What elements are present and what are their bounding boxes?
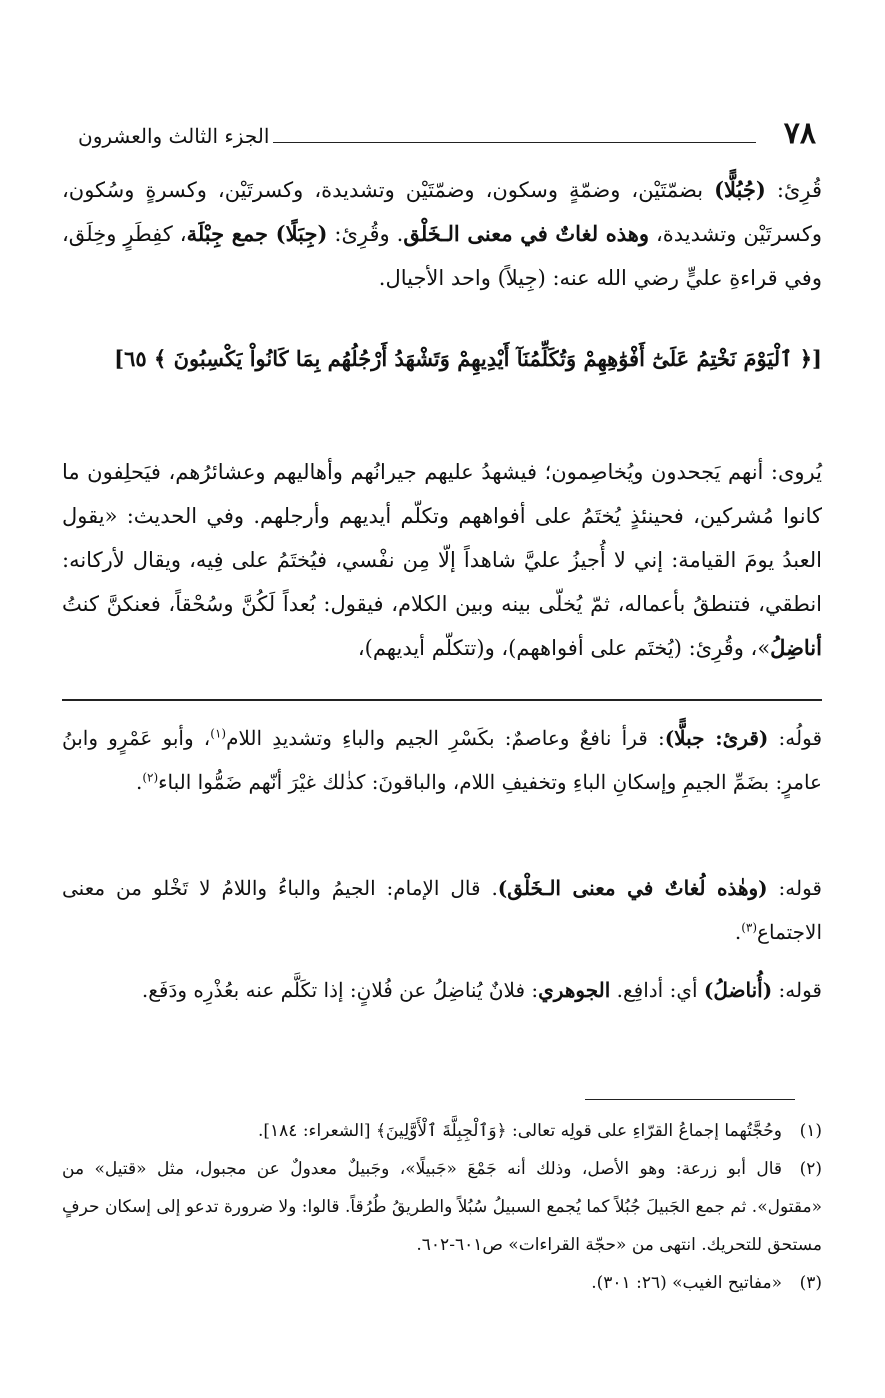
main-paragraph-1 xyxy=(62,168,822,300)
text-segment: قوله: xyxy=(767,876,822,900)
commentary-paragraph-2 xyxy=(62,866,822,954)
footnote-ref: (٢) xyxy=(142,770,159,785)
main-paragraph-2 xyxy=(62,450,822,670)
footnote-number: (١) xyxy=(799,1121,822,1141)
bold-term: وهذه لغاتٌ في معنى الـخَلْق xyxy=(403,221,649,246)
footnote-number: (٢) xyxy=(799,1159,822,1179)
header-rule xyxy=(273,142,756,143)
text-segment: . xyxy=(734,920,742,944)
quran-verse: [﴿ ٱلْيَوْمَ نَخْتِمُ عَلَىٰٓ أَفْوَٰهِهِمْ وَتُكَلِّمُنَآ أَيْدِيهِمْ وَتَشْهَدُ أَرْجُلُهُم بِمَا كَانُواْ يَكْسِبُونَ ﴾ ٦٥] xyxy=(114,346,822,371)
page-number: ٧٨ xyxy=(783,116,816,151)
text-segment: : قرأ نافعٌ وعاصمٌ: بكَسْرِ الجيم والباءِ وتشديدِ اللام xyxy=(226,726,665,750)
text-segment: . وقُرِئ: xyxy=(327,222,404,246)
text-segment: »، وقُرِئ: (يُختَم على أفواههم)، و(تتكلّم أيديهم)، xyxy=(357,636,771,660)
footnote-ref: (١) xyxy=(210,726,227,741)
text-segment: : فلانٌ يُناضِلُ عن فُلانٍ: إذا تكَلَّم عنه بعُذْرِه ودَفَع. xyxy=(141,978,539,1002)
footnote-text: وحُجَّتُهما إجماعُ القرّاءِ على قولِه تعالى: ﴿وَٱلْجِبِلَّةَ ٱلْأَوَّلِينَ﴾ [الشعراء: ١٨٤]. xyxy=(257,1121,782,1141)
footnote-text: قال أبو زرعة: وهو الأصل، وذلك أنه جَمْعَ «جَبيلًا»، وجَبيلٌ معدولٌ عن مجبول، مثل «قتيل» من «مقتول». ثم جمع الجَبيلَ جُبُلاً كما يُجمع السبيلُ سُبُلاً والطريقُ طُرُقاً. قالوا: ولا ضرورة تدعو إلى إسكان حرفٍ مستحق للتحريك. انتهى من «حجّة القراءات» ص٦٠١-٦٠٢. xyxy=(62,1159,822,1255)
footnote-separator xyxy=(585,1099,795,1100)
bold-term: الجوهري xyxy=(538,978,611,1002)
footnotes xyxy=(62,1112,822,1302)
footnote-1 xyxy=(62,1112,822,1150)
bold-term: (وهٰذه لُغاتٌ في معنى الـخَلْق) xyxy=(497,876,768,900)
text-segment: قولُه: xyxy=(768,726,823,750)
text-segment: بضمّتَيْن، وضمّةٍ وسكون، وضمّتَيْن وتشديدة، وكسرتَيْن، وكسرةٍ وسُكون، وكسرتَيْن وتشديدة، xyxy=(62,178,822,246)
text-segment: يُروى: أنهم يَجحدون ويُخاصِمون؛ فيشهدُ عليهم جيرانُهم وأهاليهم وعشائرُهم، فيَحلِفون ما كانوا مُشركين، فحينئذٍ يُختَمُ على أفواههم وتكلّم أيديهم وأرجلهم. وفي الحديث: «يقول العبدُ يومَ القيامة: إني لا أُجيزُ عليَّ شاهداً إلّا مِن نفْسي، فيُختَمُ على فِيه، ويقال لأركانه: انطقي، فتنطقُ بأعماله، ثمّ يُخلّى بينه وبين الكلام، فيقول: بُعداً لَكُنَّ وسُحْقاً، فعنكنَّ كنتُ xyxy=(62,460,822,616)
page-header xyxy=(78,116,816,156)
footnote-2 xyxy=(62,1150,822,1264)
running-title: الجزء الثالث والعشرون xyxy=(78,124,270,148)
footnote-ref: (٣) xyxy=(741,920,758,935)
bold-term: (أُناضلُ) xyxy=(703,978,773,1002)
text-segment: . قال الإمام: الجيمُ والباءُ واللامُ لا تَخْلو من معنى الاجتماع xyxy=(62,876,822,944)
text-segment: . xyxy=(135,770,143,794)
commentary-paragraph-1 xyxy=(62,716,822,804)
footnote-text: «مفاتيح الغيب» (٢٦: ٣٠١). xyxy=(591,1273,782,1293)
bold-term: (جِبَلًا) جمع جِبْلَة xyxy=(186,221,328,246)
bold-term: (قرئ: جبلًّا) xyxy=(664,726,769,750)
text-segment: أي: أدافِع. xyxy=(610,978,704,1002)
footnote-3 xyxy=(62,1264,822,1302)
text-segment: قُرِئ: xyxy=(765,178,822,202)
text-segment: ، كفِطَرٍ وخِلَق، وفي قراءةِ عليٍّ رضي الله عنه: (جِيلاً) واحد الأجيال. xyxy=(62,222,822,290)
bold-term: أناضِلُ xyxy=(770,635,822,660)
text-segment: ، وأبو عَمْرٍو وابنُ عامرٍ: بضَمِّ الجيمِ وإسكانِ الباءِ وتخفيفِ اللام، والباقونَ: كذٰلك غيْرَ أنّهم ضَمُّوا الباء xyxy=(62,726,822,794)
text-segment: قوله: xyxy=(772,978,822,1002)
footnote-number: (٣) xyxy=(799,1273,822,1293)
commentary-separator xyxy=(62,699,822,701)
bold-term: (جُبُلًّا) xyxy=(714,177,766,202)
commentary-paragraph-3 xyxy=(62,968,822,1012)
